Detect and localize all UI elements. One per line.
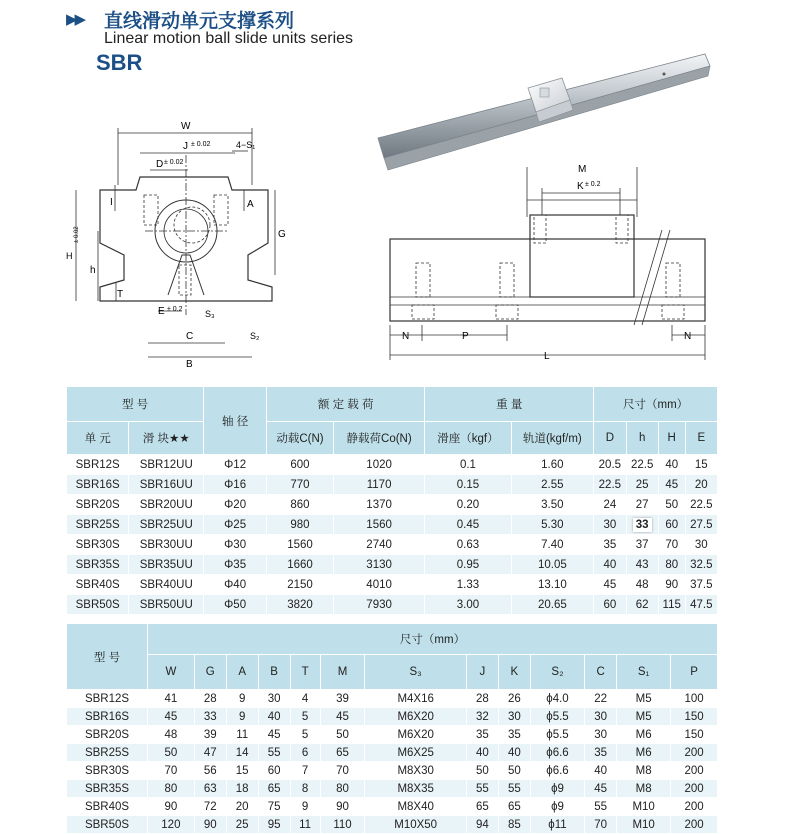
- table-cell: 45: [258, 726, 290, 744]
- table-cell: Φ12: [204, 455, 267, 475]
- dim-label-N-right: N: [684, 331, 692, 342]
- table-cell: 3.00: [425, 595, 511, 615]
- table-cell: 55: [258, 744, 290, 762]
- dim-label-h: h: [90, 265, 96, 276]
- table-cell: SBR30S: [67, 535, 129, 555]
- table-cell: 5: [290, 726, 320, 744]
- table-cell: 22.5: [626, 455, 658, 475]
- table-row: [67, 690, 718, 708]
- table-cell: M5: [617, 690, 671, 708]
- table-cell: 80: [658, 555, 685, 575]
- table-cell: ϕ9: [530, 798, 584, 816]
- table-cell: M5: [617, 708, 671, 726]
- table-cell: 150: [671, 708, 718, 726]
- table-cell: 22: [585, 690, 617, 708]
- table-cell: 65: [258, 780, 290, 798]
- title-english: Linear motion ball slide units series: [104, 30, 354, 47]
- table-cell: 35: [498, 726, 530, 744]
- table-cell: 3820: [267, 595, 334, 615]
- dim-tol-E: ± 0.2: [167, 306, 183, 313]
- table-cell: 37: [626, 535, 658, 555]
- load-rating-table: [66, 386, 718, 615]
- table-cell: SBR12UU: [129, 455, 204, 475]
- table-cell: M10: [617, 798, 671, 816]
- table-cell: 85: [498, 816, 530, 834]
- table-cell: SBR20S: [67, 726, 148, 744]
- dim-label-I: I: [110, 197, 113, 208]
- table-cell: 40: [585, 762, 617, 780]
- table-cell: 80: [320, 780, 365, 798]
- dim-label-L: L: [544, 351, 550, 362]
- table-cell: M6: [617, 726, 671, 744]
- table-cell: 30: [685, 535, 717, 555]
- table-cell: 200: [671, 762, 718, 780]
- table-cell: 3130: [333, 555, 424, 575]
- table-cell: 3.50: [511, 495, 594, 515]
- table-cell: 110: [320, 816, 365, 834]
- col-E: E: [685, 422, 717, 455]
- table-cell: 48: [148, 726, 195, 744]
- table-cell: 15: [226, 762, 258, 780]
- table-cell: 40: [498, 744, 530, 762]
- table-cell: SBR20S: [67, 495, 129, 515]
- table-cell: 15: [685, 455, 717, 475]
- table-cell: 32: [466, 708, 498, 726]
- table-cell: M10: [617, 816, 671, 834]
- table-row: [67, 595, 718, 615]
- table-cell: 35: [466, 726, 498, 744]
- table-row: [67, 515, 718, 535]
- table-cell: SBR40S: [67, 798, 148, 816]
- column-header: J: [466, 655, 498, 690]
- table-cell: 5.30: [511, 515, 594, 535]
- table-cell: 55: [585, 798, 617, 816]
- table-cell: 30: [594, 515, 626, 535]
- dim-label-G: G: [278, 229, 286, 240]
- table-cell: 4010: [333, 575, 424, 595]
- table-cell: 70: [320, 762, 365, 780]
- table-cell: 72: [194, 798, 226, 816]
- table-cell: 45: [658, 475, 685, 495]
- table-cell: 60: [258, 762, 290, 780]
- table-cell: 90: [194, 816, 226, 834]
- table-row: [67, 762, 718, 780]
- table-cell: SBR30UU: [129, 535, 204, 555]
- table-cell: 4: [290, 690, 320, 708]
- table-cell: 32.5: [685, 555, 717, 575]
- table-cell: 1.60: [511, 455, 594, 475]
- table-cell: 70: [585, 816, 617, 834]
- header-axis: 轴 径: [204, 387, 267, 455]
- table-cell: 1170: [333, 475, 424, 495]
- table-cell: ϕ11: [530, 816, 584, 834]
- table-cell: 770: [267, 475, 334, 495]
- column-header: S₃: [365, 655, 467, 690]
- table-cell: 7: [290, 762, 320, 780]
- dim-label-T: T: [117, 289, 124, 300]
- table-cell: 50: [148, 744, 195, 762]
- table-cell: 8: [290, 780, 320, 798]
- table-cell: 70: [148, 762, 195, 780]
- table-cell: 20: [226, 798, 258, 816]
- table-cell: 45: [594, 575, 626, 595]
- highlighted-cell-value: 33: [633, 518, 652, 532]
- table-cell: 50: [320, 726, 365, 744]
- table-cell: 65: [466, 798, 498, 816]
- table-cell: SBR35S: [67, 780, 148, 798]
- table-cell: 80: [148, 780, 195, 798]
- table-cell: 30: [585, 726, 617, 744]
- table-cell: Φ16: [204, 475, 267, 495]
- table-cell: M8X35: [365, 780, 467, 798]
- table-cell: Φ35: [204, 555, 267, 575]
- table-cell: 0.63: [425, 535, 511, 555]
- table-cell: [626, 515, 658, 535]
- column-header: G: [194, 655, 226, 690]
- table-cell: 20.5: [594, 455, 626, 475]
- col-static: 静载荷Co(N): [333, 422, 424, 455]
- table-cell: 48: [626, 575, 658, 595]
- table-cell: 22.5: [685, 495, 717, 515]
- column-header: B: [258, 655, 290, 690]
- table-cell: 62: [626, 595, 658, 615]
- table-cell: SBR16UU: [129, 475, 204, 495]
- table-cell: ϕ9: [530, 780, 584, 798]
- model-series: SBR: [96, 50, 143, 75]
- table-cell: 63: [194, 780, 226, 798]
- table-cell: M8: [617, 780, 671, 798]
- table-cell: Φ20: [204, 495, 267, 515]
- col-h: h: [626, 422, 658, 455]
- table-cell: 65: [320, 744, 365, 762]
- table-cell: 55: [466, 780, 498, 798]
- table-cell: 27: [626, 495, 658, 515]
- table-row: [67, 780, 718, 798]
- table-cell: 200: [671, 744, 718, 762]
- header-weight: 重 量: [425, 387, 594, 422]
- table-cell: M10X50: [365, 816, 467, 834]
- col-weight-rail: 轨道(kgf/m): [511, 422, 594, 455]
- table-cell: 600: [267, 455, 334, 475]
- table-cell: 70: [658, 535, 685, 555]
- table-cell: Φ30: [204, 535, 267, 555]
- table-cell: 60: [594, 595, 626, 615]
- dim-label-S3: S₃: [205, 309, 215, 319]
- header-model-2: 型 号: [67, 624, 148, 690]
- table-cell: 200: [671, 816, 718, 834]
- table-cell: 37.5: [685, 575, 717, 595]
- table-cell: 45: [585, 780, 617, 798]
- table-cell: 980: [267, 515, 334, 535]
- table-cell: SBR25S: [67, 744, 148, 762]
- table-cell: Φ50: [204, 595, 267, 615]
- table-cell: 0.1: [425, 455, 511, 475]
- table-cell: 115: [658, 595, 685, 615]
- table-cell: 100: [671, 690, 718, 708]
- table-cell: 56: [194, 762, 226, 780]
- table-row: [67, 495, 718, 515]
- table-cell: 94: [466, 816, 498, 834]
- table-cell: 35: [585, 744, 617, 762]
- table-cell: SBR50S: [67, 816, 148, 834]
- table-cell: M8: [617, 762, 671, 780]
- table-cell: SBR25UU: [129, 515, 204, 535]
- dim-label-J: J: [183, 141, 188, 152]
- table-cell: ϕ5.5: [530, 708, 584, 726]
- table-cell: 41: [148, 690, 195, 708]
- table-cell: 13.10: [511, 575, 594, 595]
- table-cell: 43: [626, 555, 658, 575]
- table-cell: SBR40S: [67, 575, 129, 595]
- table-cell: 2.55: [511, 475, 594, 495]
- table-cell: M8X30: [365, 762, 467, 780]
- header-model: 型 号: [67, 387, 204, 422]
- dim-label-S1: 4−S₁: [236, 140, 256, 150]
- col-D: D: [594, 422, 626, 455]
- table-cell: M6X20: [365, 708, 467, 726]
- table-row: [67, 535, 718, 555]
- table-cell: 9: [226, 708, 258, 726]
- table-cell: 24: [594, 495, 626, 515]
- table-cell: 30: [585, 708, 617, 726]
- table-cell: 860: [267, 495, 334, 515]
- table-cell: 30: [258, 690, 290, 708]
- table-cell: 14: [226, 744, 258, 762]
- table-cell: SBR50S: [67, 595, 129, 615]
- table-row: [67, 708, 718, 726]
- table-cell: 1.33: [425, 575, 511, 595]
- table-cell: 50: [498, 762, 530, 780]
- table-cell: 20.65: [511, 595, 594, 615]
- table-cell: 35: [594, 535, 626, 555]
- table-cell: ϕ6.6: [530, 762, 584, 780]
- table-cell: 1560: [333, 515, 424, 535]
- dim-label-S2: S₂: [250, 331, 260, 341]
- table-row: [67, 744, 718, 762]
- header-dims-2: 尺寸（mm）: [148, 624, 718, 655]
- table-cell: 2740: [333, 535, 424, 555]
- table-cell: 26: [498, 690, 530, 708]
- title-chinese: 直线滑动单元支撑系列: [104, 10, 295, 32]
- table-cell: 1370: [333, 495, 424, 515]
- dim-label-B: B: [186, 359, 193, 370]
- cross-section-drawing: [60, 115, 290, 370]
- col-weight-block: 滑座（kgf）: [425, 422, 511, 455]
- table-cell: 28: [466, 690, 498, 708]
- table-cell: 90: [320, 798, 365, 816]
- table-cell: 9: [290, 798, 320, 816]
- column-header: S₂: [530, 655, 584, 690]
- table-cell: 47.5: [685, 595, 717, 615]
- table-cell: 45: [148, 708, 195, 726]
- table-row: [67, 455, 718, 475]
- column-header: A: [226, 655, 258, 690]
- table-row: [67, 555, 718, 575]
- table-cell: 18: [226, 780, 258, 798]
- dim-tol-H: ± 0.02: [74, 226, 80, 243]
- table-cell: SBR50UU: [129, 595, 204, 615]
- table-cell: 1020: [333, 455, 424, 475]
- table-cell: 25: [226, 816, 258, 834]
- table-cell: 30: [498, 708, 530, 726]
- table-cell: 0.15: [425, 475, 511, 495]
- table-cell: 7930: [333, 595, 424, 615]
- column-header: M: [320, 655, 365, 690]
- table-cell: SBR35S: [67, 555, 129, 575]
- table-cell: 40: [658, 455, 685, 475]
- table-cell: 200: [671, 798, 718, 816]
- table-cell: SBR20UU: [129, 495, 204, 515]
- table-cell: 27.5: [685, 515, 717, 535]
- table-cell: 47: [194, 744, 226, 762]
- table-cell: 6: [290, 744, 320, 762]
- table-cell: SBR40UU: [129, 575, 204, 595]
- table-row: [67, 798, 718, 816]
- table-cell: 40: [594, 555, 626, 575]
- table-cell: 55: [498, 780, 530, 798]
- column-header: P: [671, 655, 718, 690]
- col-H: H: [658, 422, 685, 455]
- table-cell: 45: [320, 708, 365, 726]
- table-cell: 0.20: [425, 495, 511, 515]
- table-cell: SBR30S: [67, 762, 148, 780]
- table-cell: 95: [258, 816, 290, 834]
- table-cell: 39: [320, 690, 365, 708]
- dim-label-D: D: [156, 159, 164, 170]
- table-cell: 120: [148, 816, 195, 834]
- dim-label-P: P: [462, 331, 469, 342]
- table-cell: SBR12S: [67, 455, 129, 475]
- table-cell: 50: [658, 495, 685, 515]
- table-cell: 10.05: [511, 555, 594, 575]
- table-cell: M6: [617, 744, 671, 762]
- dim-tol-D: ± 0.02: [164, 159, 184, 166]
- column-header: W: [148, 655, 195, 690]
- column-header: S₁: [617, 655, 671, 690]
- header-load: 额 定 载 荷: [267, 387, 425, 422]
- table-cell: 0.45: [425, 515, 511, 535]
- dim-label-M: M: [578, 164, 587, 175]
- table-cell: SBR12S: [67, 690, 148, 708]
- table-cell: SBR35UU: [129, 555, 204, 575]
- table-cell: 33: [194, 708, 226, 726]
- column-header: K: [498, 655, 530, 690]
- column-header: T: [290, 655, 320, 690]
- table-cell: ϕ4.0: [530, 690, 584, 708]
- side-view-drawing: [372, 155, 720, 365]
- dimension-table: [66, 623, 718, 834]
- table-cell: 200: [671, 780, 718, 798]
- table-cell: 1560: [267, 535, 334, 555]
- dim-label-N-left: N: [402, 331, 410, 342]
- dim-tol-K: ± 0.2: [585, 181, 601, 188]
- table-cell: 9: [226, 690, 258, 708]
- table-cell: 90: [658, 575, 685, 595]
- column-header: C: [585, 655, 617, 690]
- table-row: [67, 726, 718, 744]
- table-cell: 2150: [267, 575, 334, 595]
- dim-label-A: A: [247, 199, 254, 210]
- table-cell: 50: [466, 762, 498, 780]
- table-cell: 5: [290, 708, 320, 726]
- table-cell: M6X25: [365, 744, 467, 762]
- col-unit: 单 元: [67, 422, 129, 455]
- dim-tol-J: ± 0.02: [191, 141, 211, 148]
- table-cell: SBR25S: [67, 515, 129, 535]
- table-cell: M8X40: [365, 798, 467, 816]
- header-dims: 尺寸（mm）: [594, 387, 718, 422]
- table-cell: ϕ5.5: [530, 726, 584, 744]
- dim-label-E: E: [158, 306, 165, 317]
- table-cell: 1660: [267, 555, 334, 575]
- col-dynamic: 动载C(N): [267, 422, 334, 455]
- table-cell: 7.40: [511, 535, 594, 555]
- table-cell: M6X20: [365, 726, 467, 744]
- table-cell: 20: [685, 475, 717, 495]
- table-row: [67, 475, 718, 495]
- table-cell: 65: [498, 798, 530, 816]
- table-row: [67, 575, 718, 595]
- table-cell: 90: [148, 798, 195, 816]
- table-cell: M4X16: [365, 690, 467, 708]
- table-cell: 11: [290, 816, 320, 834]
- table-cell: 39: [194, 726, 226, 744]
- table-cell: 0.95: [425, 555, 511, 575]
- table-cell: SBR16S: [67, 708, 148, 726]
- table-cell: 40: [466, 744, 498, 762]
- col-block: 滑 块★★: [129, 422, 204, 455]
- table-cell: 11: [226, 726, 258, 744]
- title-arrows: ▶▶: [66, 11, 84, 28]
- dim-label-H: H: [66, 251, 73, 261]
- table-cell: 75: [258, 798, 290, 816]
- table-cell: Φ40: [204, 575, 267, 595]
- table-cell: 40: [258, 708, 290, 726]
- dim-label-C: C: [186, 331, 194, 342]
- table-cell: 22.5: [594, 475, 626, 495]
- table-cell: ϕ6.6: [530, 744, 584, 762]
- table-cell: 60: [658, 515, 685, 535]
- table-cell: 28: [194, 690, 226, 708]
- dim-label-K: K: [577, 181, 584, 192]
- table-cell: 150: [671, 726, 718, 744]
- dim-label-W: W: [181, 121, 191, 132]
- table-cell: 25: [626, 475, 658, 495]
- table-cell: SBR16S: [67, 475, 129, 495]
- table-cell: Φ25: [204, 515, 267, 535]
